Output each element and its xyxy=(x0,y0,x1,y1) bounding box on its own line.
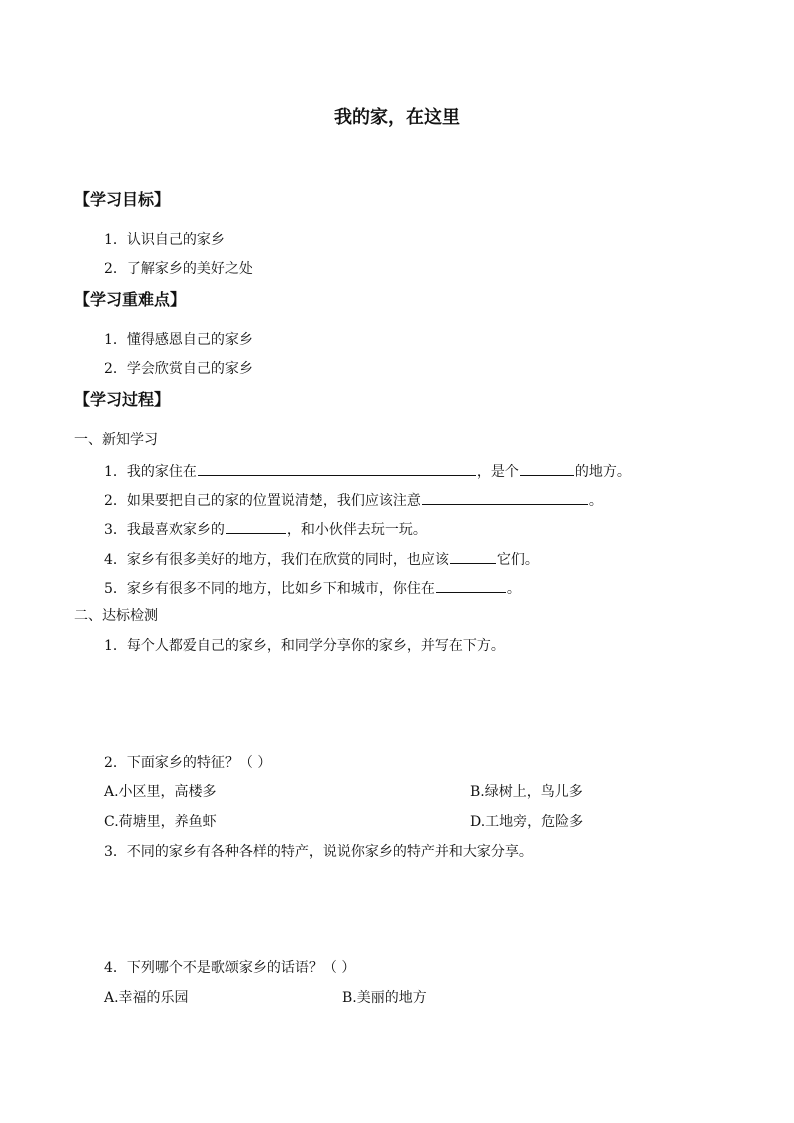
goal-item-1: 1．认识自己的家乡 xyxy=(104,232,225,248)
q4-option-b[interactable]: B.美丽的地方 xyxy=(342,990,427,1006)
answer-blank-4[interactable] xyxy=(450,548,496,564)
question-1-text-c: 的地方。 xyxy=(574,464,631,480)
option-c[interactable]: C.荷塘里，养鱼虾 xyxy=(104,814,217,830)
question-4-text-b: 它们。 xyxy=(496,552,539,568)
question-3 xyxy=(104,518,427,540)
question-2-text-a: 2．如果要把自己的家的位置说清楚，我们应该注意 xyxy=(104,493,421,509)
question-1 xyxy=(104,460,631,482)
keypoint-item-1: 1．懂得感恩自己的家乡 xyxy=(104,332,253,348)
answer-blank-5[interactable] xyxy=(436,577,506,593)
section-heading-goals: 【学习目标】 xyxy=(74,190,171,209)
option-b[interactable]: B.绿树上，鸟儿多 xyxy=(470,784,583,800)
section-heading-process: 【学习过程】 xyxy=(74,390,171,409)
option-d[interactable]: D.工地旁，危险多 xyxy=(470,814,584,830)
question-2 xyxy=(104,489,603,511)
question-1-text-b: ，是个 xyxy=(476,464,519,480)
check-question-4: 4．下列哪个不是歌颂家乡的话语？（ ） xyxy=(104,960,356,976)
answer-blank-1b[interactable] xyxy=(520,460,574,476)
check-question-3: 3．不同的家乡有各种各样的特产，说说你家乡的特产并和大家分享。 xyxy=(104,844,533,860)
part1-heading: 一、新知学习 xyxy=(74,432,158,448)
question-4-text-a: 4．家乡有很多美好的地方，我们在欣赏的同时，也应该 xyxy=(104,552,449,568)
answer-blank-3[interactable] xyxy=(226,518,286,534)
question-5-text-a: 5．家乡有很多不同的地方，比如乡下和城市，你住在 xyxy=(104,581,435,597)
goal-item-2: 2．了解家乡的美好之处 xyxy=(104,261,253,277)
question-3-text-a: 3．我最喜欢家乡的 xyxy=(104,522,225,538)
answer-blank-1a[interactable] xyxy=(198,460,476,476)
check-question-2: 2．下面家乡的特征？（ ） xyxy=(104,755,272,771)
q4-option-a[interactable]: A.幸福的乐园 xyxy=(104,990,189,1006)
part2-heading: 二、达标检测 xyxy=(74,608,158,624)
question-1-text-a: 1．我的家住在 xyxy=(104,464,197,480)
check-question-1: 1．每个人都爱自己的家乡，和同学分享你的家乡，并写在下方。 xyxy=(104,638,505,654)
keypoint-item-2: 2．学会欣赏自己的家乡 xyxy=(104,361,253,377)
question-4 xyxy=(104,548,539,570)
section-heading-keypoints: 【学习重难点】 xyxy=(74,290,187,309)
option-a[interactable]: A.小区里，高楼多 xyxy=(104,784,217,800)
answer-blank-2[interactable] xyxy=(422,489,588,505)
question-3-text-b: ，和小伙伴去玩一玩。 xyxy=(286,522,427,538)
page-title: 我的家，在这里 xyxy=(334,107,460,128)
question-5-text-b: 。 xyxy=(506,581,521,597)
question-5 xyxy=(104,577,521,599)
question-2-text-b: 。 xyxy=(588,493,603,509)
